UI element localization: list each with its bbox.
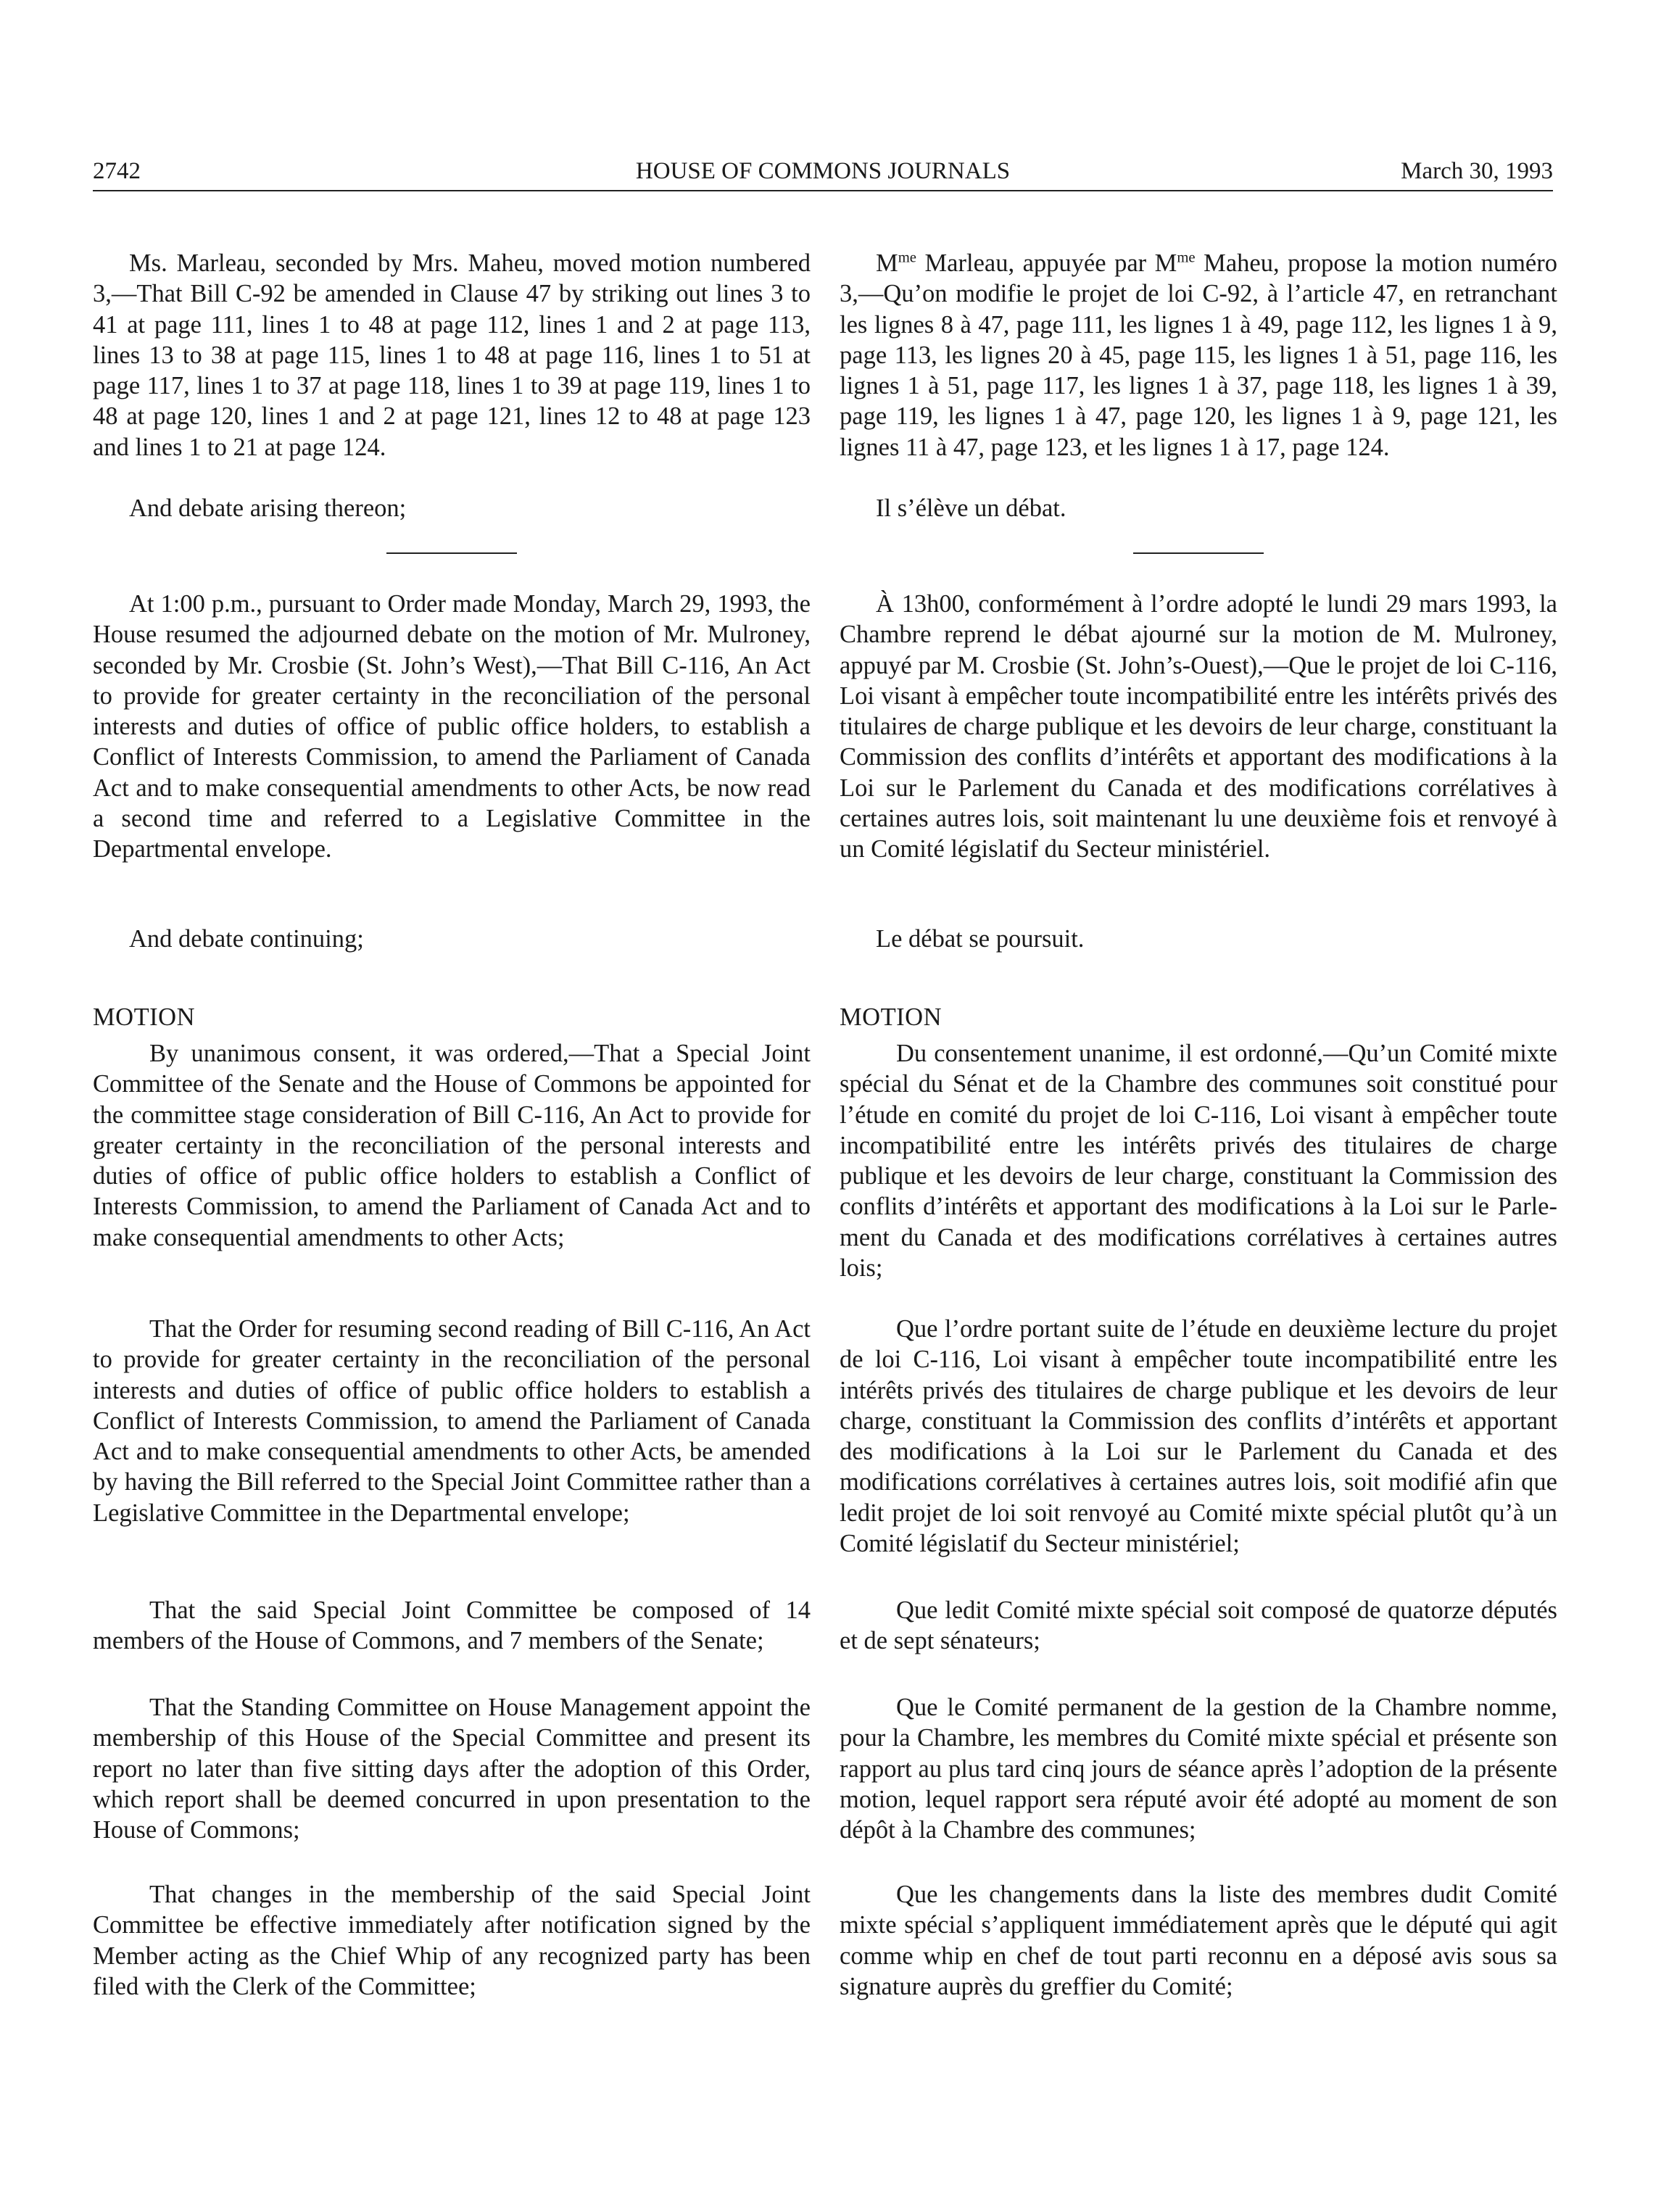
section-divider bbox=[386, 552, 517, 554]
french-motion-heading: MOTION bbox=[840, 1003, 942, 1031]
french-motion-3-text bbox=[840, 248, 1557, 463]
section-divider bbox=[1133, 552, 1264, 554]
french-composition-text: Que ledit Comité mixte spécial soit composé de quatorze députés et de sept sénateurs; bbox=[840, 1596, 1557, 1655]
page-number: 2742 bbox=[93, 158, 141, 184]
french-debate-arising bbox=[840, 493, 1557, 523]
french-standing-committee-text: Que le Comité permanent de la gestion de la Chambre nomme, pour la Chambre, les membres du Comité mixte spécial et présente son rapport au plus tard cinq jours de séance après l’adoption de la présente motion, lequel rapport sera réputé avoir été adopté au moment de son dépôt à la Chambre des communes; bbox=[840, 1694, 1557, 1844]
journal-date: March 30, 1993 bbox=[1401, 158, 1553, 184]
french-order-second-reading bbox=[840, 1314, 1557, 1559]
english-standing-committee bbox=[93, 1692, 811, 1845]
english-unanimous-consent bbox=[93, 1038, 811, 1253]
french-composition bbox=[840, 1595, 1557, 1657]
page-header bbox=[93, 158, 1553, 193]
english-composition-text: That the said Special Joint Committee be composed of 14 members of the House of Commons, and 7 members of the Senate; bbox=[93, 1596, 811, 1655]
french-membership-changes bbox=[840, 1879, 1557, 2002]
french-unanimous-consent-text: Du consentement unanime, il est ordonné,—Qu’un Comité mixte spécial du Sénat et de la Chambre des communes soit constitué pour l’étude en comité du projet de loi C-116, Loi visant à empêcher toute incompatibilité entre les intérêts privés des titulaires de charge publique et les devoirs de leur charge, constituant la Commission des conflits d’intérêts et apportant des modifications à la Loi sur le Parlement du Canada et des modifications corrélatives à certaines autres lois; bbox=[840, 1040, 1557, 1283]
english-resumed-debate-text: At 1:00 p.m., pursuant to Order made Monday, March 29, 1993, the House resumed the adjourned debate on the motion of Mr. Mulroney, seconded by Mr. Crosbie (St. John’s West),—That Bill C-116, An Act to provide for greater certainty in the reconciliation of the personal interests and duties of office of public office holders, to establish a Conflict of Interests Commission, to amend the Parliament of Canada Act and to make consequential amendments to other Acts, be now read a second time and referred to a Legislative Committee in the Departmental envelope. bbox=[93, 590, 811, 863]
english-standing-committee-text: That the Standing Committee on House Management appoint the membership of this House of the Special Committee and present its report no later than five sitting days after the adoption of this Order, which report shall be deemed concurred in upon presentation to the House of Commons; bbox=[93, 1694, 811, 1844]
header-rule bbox=[93, 190, 1553, 191]
english-membership-changes-text: That changes in the membership of the said Special Joint Committee be effective immediately after notification signed by the Member acting as the Chief Whip of any recognized party has been filed with the Clerk of the Committee; bbox=[93, 1881, 811, 2000]
english-motion-3 bbox=[93, 248, 811, 463]
english-motion-heading: MOTION bbox=[93, 1003, 195, 1031]
english-debate-arising-text: And debate arising thereon; bbox=[129, 494, 407, 522]
english-membership-changes bbox=[93, 1879, 811, 2002]
english-order-second-reading bbox=[93, 1314, 811, 1528]
honorific-m: M bbox=[1154, 249, 1177, 277]
english-debate-arising bbox=[93, 493, 811, 523]
french-debate-continuing-text: Le débat se poursuit. bbox=[876, 925, 1085, 953]
french-order-second-reading-text: Que l’ordre portant suite de l’étude en deuxième lecture du projet de loi C-116, Loi visant à empêcher toute incompatibilité entre les intérêts privés des titulaires de charge publique et les devoirs de leur charge, constituant la Commission des conflits d’intérêts et apportant des modifications à la Loi sur le Parlement du Canada et des modifications corrélatives à certaines autres lois, soit modifié afin que ledit projet de loi soit renvoyé au Comité mixte spécial plutôt qu’à un Comité législatif du Secteur ministériel; bbox=[840, 1315, 1557, 1558]
french-unanimous-consent bbox=[840, 1038, 1557, 1283]
honorific-sup: me bbox=[1177, 249, 1196, 266]
english-unanimous-consent-text: By unanimous consent, it was ordered,—That a Special Joint Committee of the Senate and the House of Commons be appointed for the committee stage consideration of Bill C-116, An Act to provide for greater certainty in the reconciliation of the personal interests and duties of office of public office holders to establish a Conflict of Interests Commission, to amend the Parliament of Canada Act and to make consequential amendments to other Acts; bbox=[93, 1040, 811, 1251]
honorific-sup: me bbox=[898, 249, 916, 266]
honorific-m: M bbox=[876, 249, 898, 277]
french-motion-3 bbox=[840, 248, 1557, 463]
french-motion-3-name: Marleau, appuyée par bbox=[916, 249, 1155, 277]
french-debate-arising-text: Il s’élève un débat. bbox=[876, 494, 1066, 522]
english-debate-continuing bbox=[93, 924, 811, 954]
french-standing-committee bbox=[840, 1692, 1557, 1845]
french-motion-3-rest: Maheu, propose la motion numéro 3,—Qu’on modifie le projet de loi C-92, à l’article 47, en retranchant les lignes 8 à 47, page 111, les lignes 1 à 49, page 112, les lignes 1 à 9, page 113, les lignes 20 à 45, page 115, les lignes 1 à 51, page 116, les lignes 1 à 51, page 117, les lignes 1 à 37, page 118, les lignes 1 à 39, page 119, les lignes 1 à 47, page 120, les lignes 1 à 9, page 121, les lignes 11 à 47, page 123, et les lignes 1 à 17, page 124. bbox=[840, 249, 1557, 461]
french-resumed-debate-text: À 13h00, conformément à l’ordre adopté le lundi 29 mars 1993, la Chambre reprend le débat ajourné sur la motion de M. Mulroney, appuyé par M. Crosbie (St. John’s-Ouest),—Que le projet de loi C-116, Loi visant à empêcher toute incompatibilité entre les intérêts privés des titulaires de charge publique et les devoirs de leur charge, constituant la Commission des conflits d’intérêts et apportant des modifications à la Loi sur le Parlement du Canada et des modifications corrélatives à certaines autres lois, soit maintenant lu une deuxième fois et renvoyé à un Comité législatif du Secteur ministériel. bbox=[840, 590, 1557, 863]
english-motion-3-text: Ms. Marleau, seconded by Mrs. Maheu, moved motion numbered 3,—That Bill C-92 be amended in Clause 47 by striking out lines 3 to 41 at page 111, lines 1 to 48 at page 112, lines 1 and 2 at page 113, lines 13 to 38 at page 115, lines 1 to 48 at page 116, lines 1 to 51 at page 117, lines 1 to 37 at page 118, lines 1 to 39 at page 119, lines 1 to 48 at page 120, lines 1 and 2 at page 121, lines 12 to 48 at page 123 and lines 1 to 21 at page 124. bbox=[93, 249, 811, 461]
english-debate-continuing-text: And debate continuing; bbox=[129, 925, 364, 953]
journal-title: HOUSE OF COMMONS JOURNALS bbox=[635, 158, 1011, 184]
french-resumed-debate bbox=[840, 589, 1557, 865]
french-debate-continuing bbox=[840, 924, 1557, 954]
english-composition bbox=[93, 1595, 811, 1657]
english-resumed-debate bbox=[93, 589, 811, 865]
english-order-second-reading-text: That the Order for resuming second reading of Bill C-116, An Act to provide for greater certainty in the reconciliation of the personal interests and duties of office of public office holders to establish a Conflict of Interests Commission, to amend the Parliament of Canada Act and to make consequential amendments to other Acts, be amended by having the Bill referred to the Special Joint Committee rather than a Legislative Committee in the Departmental envelope; bbox=[93, 1315, 811, 1527]
french-membership-changes-text: Que les changements dans la liste des membres dudit Comité mixte spécial s’appliquent immédiatement après que le député qui agit comme whip en chef de tout parti reconnu en a déposé avis sous sa signature auprès du greffier du Comité; bbox=[840, 1881, 1557, 2000]
